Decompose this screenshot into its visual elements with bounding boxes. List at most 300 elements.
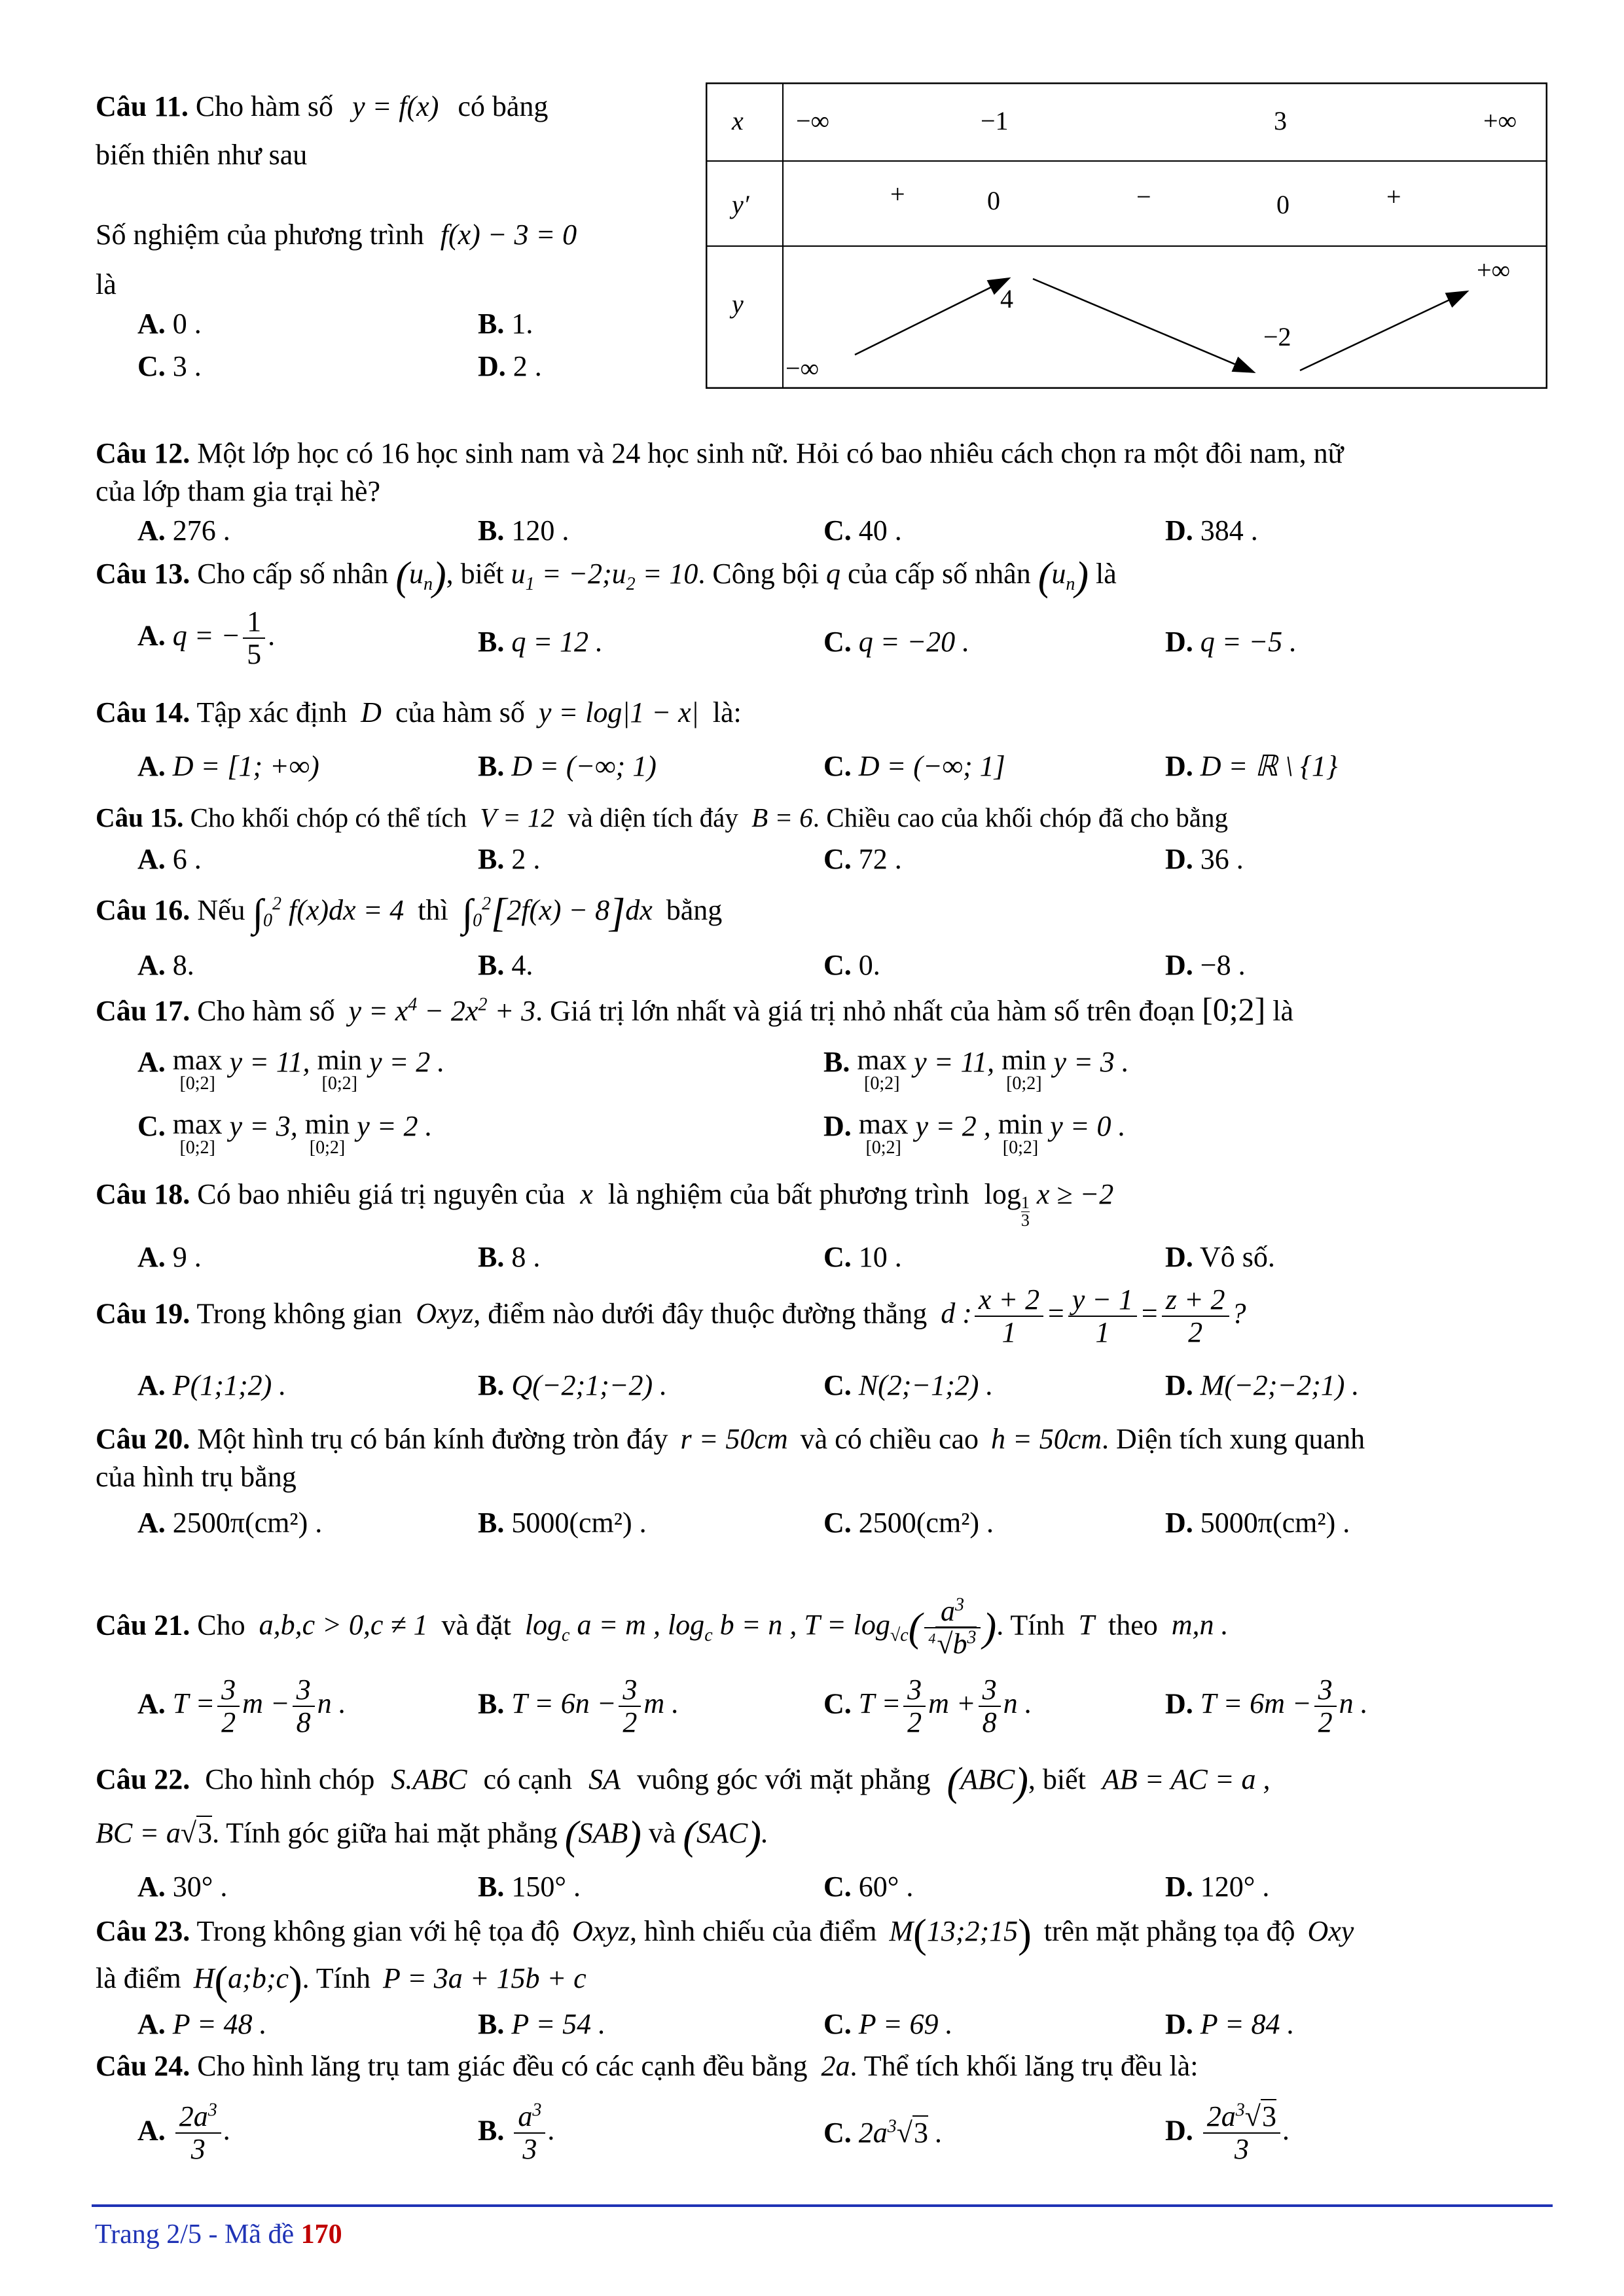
q13-option-c[interactable]	[823, 626, 969, 659]
option-label: A.	[137, 1046, 166, 1078]
min-range: [0;2]	[309, 1138, 346, 1158]
q22-sab: (SAB)	[564, 1813, 641, 1858]
option-label: D.	[1165, 2008, 1193, 2040]
option-text: 40 .	[858, 514, 902, 547]
q16-option-d[interactable]	[1165, 949, 1246, 982]
q23-text: Trong không gian với hệ tọa độ	[196, 1915, 560, 1947]
q18-option-b[interactable]	[478, 1241, 540, 1274]
numerator: 1	[243, 606, 265, 639]
exam-code: 170	[300, 2219, 342, 2250]
q22-option-d[interactable]	[1165, 1871, 1269, 1904]
q21-option-b[interactable]	[478, 1674, 679, 1739]
q19-line	[96, 1284, 1246, 1349]
option-text: N(2;−1;2) .	[858, 1369, 994, 1401]
q23-p: P = 3a + 15b + c	[382, 1962, 586, 1994]
option-text: D = [1; +∞)	[172, 750, 319, 782]
option-label: D.	[478, 350, 506, 382]
q24-text: Cho hình lăng trụ tam giác đều có các cạnh đều bằng	[197, 2050, 808, 2082]
option-label: B.	[478, 1241, 505, 1273]
arrow-down	[1033, 279, 1253, 372]
q22-pyramid: S.ABC	[391, 1763, 467, 1795]
q15-line	[96, 802, 1228, 833]
arrow-up-1	[855, 279, 1008, 355]
option-text: 3 .	[172, 350, 202, 382]
q20-option-d[interactable]	[1165, 1507, 1350, 1540]
q14-option-b[interactable]	[478, 750, 657, 783]
max-value: y = 2 ,	[915, 1110, 991, 1142]
q21-text-3: . Tính	[996, 1609, 1065, 1641]
q12-option-d[interactable]	[1165, 514, 1258, 548]
q15-option-c[interactable]	[823, 843, 902, 876]
q17-text: Cho hàm số	[197, 995, 335, 1027]
option-text: Q(−2;1;−2) .	[511, 1369, 668, 1401]
q12-line2: của lớp tham gia trại hè?	[96, 475, 380, 507]
q20-text: Một hình trụ có bán kính đường tròn đáy	[197, 1423, 668, 1455]
q23-point: M(13;2;15)	[889, 1911, 1032, 1956]
option-label: A.	[137, 619, 166, 652]
q13-text-4: của cấp số nhân	[847, 558, 1031, 590]
option-text: T = $\frac{3}{2}$ m − $\frac{3}{8}$ n .	[172, 1674, 346, 1739]
q13-text-5: là	[1096, 558, 1117, 590]
option-text: 6 .	[172, 843, 202, 875]
option-label: A.	[137, 843, 166, 875]
q16-text-3: bằng	[666, 894, 723, 926]
max-operator: max [0;2]	[172, 1108, 223, 1158]
q20-line1	[96, 1423, 1365, 1456]
option-text: q = −20 .	[858, 626, 970, 658]
q15-volume: V = 12	[480, 802, 554, 833]
variation-table	[706, 82, 1547, 389]
q24-option-c[interactable]	[823, 2117, 943, 2150]
q19-text-2: , điểm nào dưới đây thuộc đường thẳng	[473, 1297, 928, 1330]
option-text: 36 .	[1200, 843, 1244, 875]
row-yprime-label: y′	[732, 190, 749, 219]
q15-option-b[interactable]	[478, 843, 540, 876]
q22-sa: SA	[588, 1763, 621, 1795]
option-text: 5000π(cm²) .	[1200, 1507, 1350, 1539]
option-label: C.	[823, 843, 852, 875]
q18-option-a[interactable]	[137, 1241, 202, 1274]
q15-option-d[interactable]	[1165, 843, 1244, 876]
q11-line1	[96, 90, 548, 124]
option-text: P = 48 .	[172, 2008, 267, 2040]
sign-1: +	[890, 179, 905, 209]
y-value-min: −2	[1263, 322, 1291, 351]
q14-option-d[interactable]	[1165, 750, 1338, 783]
q13-option-d[interactable]	[1165, 626, 1297, 659]
q21-mn: m,n .	[1171, 1609, 1229, 1641]
q17-option-a[interactable]	[137, 1046, 444, 1093]
q22-text-4: , biết	[1028, 1763, 1086, 1795]
option-label: D.	[1165, 1241, 1193, 1273]
option-label: B.	[478, 1507, 505, 1539]
option-label: B.	[478, 514, 505, 547]
min-value: y = 2 .	[357, 1110, 433, 1142]
q22-text-5: . Tính góc giữa hai mặt phẳng	[212, 1817, 558, 1849]
option-text: P(1;1;2) .	[172, 1369, 287, 1401]
q19-option-b[interactable]	[478, 1369, 667, 1403]
q21-text: Cho	[197, 1609, 245, 1641]
option-text: 120 .	[511, 514, 569, 547]
q16-label: Câu 16.	[96, 894, 190, 926]
q20-radius: r = 50cm	[680, 1423, 788, 1455]
option-label: A.	[137, 1241, 166, 1273]
q11-text: Cho hàm số	[195, 90, 334, 122]
option-label: A.	[137, 1687, 166, 1720]
q23-system: Oxyz	[571, 1915, 630, 1947]
option-label: C.	[823, 1687, 852, 1720]
q22-text: Cho hình chóp	[205, 1763, 375, 1795]
q11-option-c[interactable]	[137, 350, 202, 384]
option-text: 8 .	[511, 1241, 541, 1273]
option-label: C.	[823, 949, 852, 981]
q16-text-2: thì	[418, 894, 448, 926]
q18-text: Có bao nhiêu giá trị nguyên của	[197, 1178, 566, 1210]
q22-option-b[interactable]	[478, 1871, 581, 1904]
option-text: 384 .	[1200, 514, 1258, 547]
option-text: 8.	[172, 949, 194, 981]
y-value-minus-inf: −∞	[785, 353, 820, 383]
option-label: C.	[823, 2117, 852, 2149]
footer-text: Trang 2/5 - Mã đề	[95, 2219, 301, 2250]
option-label: A.	[137, 514, 166, 547]
option-label: D.	[1165, 514, 1193, 547]
q11-option-b[interactable]	[478, 308, 533, 341]
option-label: D.	[1165, 949, 1193, 981]
q22-option-c[interactable]	[823, 1871, 913, 1904]
option-label: A.	[137, 750, 166, 782]
x-value-4: +∞	[1483, 106, 1517, 135]
q24-option-b[interactable]	[478, 2101, 555, 2166]
q20-option-b[interactable]	[478, 1507, 647, 1540]
q23-option-d[interactable]	[1165, 2008, 1295, 2041]
q21-text-4: theo	[1108, 1609, 1158, 1641]
q19-option-a[interactable]	[137, 1369, 286, 1403]
q16-option-b[interactable]	[478, 949, 533, 982]
q16-integral-1: $\int_0^2$ f(x)dx = 4	[252, 891, 405, 935]
q15-label: Câu 15.	[96, 802, 184, 833]
sign-4: 0	[1276, 190, 1290, 219]
y-value-plus-inf: +∞	[1477, 255, 1511, 285]
max-operator: max [0;2]	[858, 1108, 909, 1158]
option-text: D = (−∞; 1]	[858, 750, 1005, 782]
q24-option-d[interactable]	[1165, 2101, 1290, 2166]
option-label: D.	[1165, 1369, 1193, 1401]
option-label: C.	[823, 1507, 852, 1539]
q12-label: Câu 12.	[96, 437, 190, 469]
option-text: M(−2;−2;1) .	[1200, 1369, 1360, 1401]
q19-label: Câu 19.	[96, 1297, 190, 1330]
option-text: 60° .	[858, 1871, 914, 1903]
option-label: B.	[823, 1046, 850, 1078]
q15-text-3: . Chiều cao của khối chóp đã cho bằng	[812, 802, 1228, 833]
min-range: [0;2]	[1006, 1073, 1042, 1094]
option-text: $\frac{2a^3√3}{3}$ .	[1200, 2114, 1290, 2146]
q23-text-3: trên mặt phẳng tọa độ	[1043, 1915, 1295, 1947]
q17-segment: [0;2]	[1202, 991, 1266, 1028]
row-y-label: y	[732, 289, 744, 319]
q17-option-b[interactable]	[823, 1046, 1129, 1093]
q12-text: Một lớp học có 16 học sinh nam và 24 học sinh nữ. Hỏi có bao nhiêu cách chọn ra một đôi nam, nữ	[197, 437, 1344, 469]
q14-option-c[interactable]	[823, 750, 1005, 783]
arrow-up-2	[1300, 292, 1466, 370]
q17-option-c[interactable]	[137, 1110, 432, 1157]
q21-condition: a,b,c > 0,c ≠ 1	[259, 1609, 428, 1641]
option-text: D = (−∞; 1)	[511, 750, 657, 782]
q15-option-a[interactable]	[137, 843, 202, 876]
q21-option-c[interactable]	[823, 1674, 1032, 1739]
option-label: D.	[823, 1110, 852, 1142]
option-text: q = −	[172, 619, 241, 652]
option-label: A.	[137, 949, 166, 981]
option-label: A.	[137, 2008, 166, 2040]
q24-option-a[interactable]	[137, 2101, 231, 2166]
q23-text-5: . Tính	[302, 1962, 370, 1994]
option-label: B.	[478, 750, 505, 782]
option-text: 0.	[858, 949, 880, 981]
sign-5: +	[1386, 182, 1401, 211]
q21-definitions: $\log_c a = m$ , $\log_c b = n$ , $T = \log_{√c}$( $\frac{a^3}{^4√b^3}$ )	[524, 1594, 997, 1660]
q13-text-2: , biết	[446, 558, 504, 590]
q18-option-c[interactable]	[823, 1241, 902, 1274]
option-text: 150° .	[511, 1871, 581, 1903]
q18-text-2: là nghiệm của bất phương trình	[607, 1178, 969, 1210]
q23-option-c[interactable]	[823, 2008, 953, 2041]
y-value-max: 4	[1000, 284, 1013, 314]
option-text: 30° .	[172, 1871, 228, 1903]
q17-line	[96, 991, 1293, 1029]
q11-text-b: có bảng	[458, 90, 549, 122]
min-value: y = 3 .	[1053, 1046, 1129, 1078]
q14-option-a[interactable]	[137, 750, 319, 783]
q16-option-a[interactable]	[137, 949, 194, 982]
option-text: q = −5 .	[1200, 626, 1297, 658]
q22-line2	[96, 1813, 768, 1858]
q15-text: Cho khối chóp có thể tích	[190, 802, 467, 833]
q24-edge: 2a	[821, 2050, 850, 2082]
q19-option-d[interactable]	[1165, 1369, 1359, 1403]
option-label: D.	[1165, 2114, 1193, 2147]
min-value: y = 2 .	[369, 1046, 445, 1078]
q23-text-2: , hình chiếu của điểm	[629, 1915, 877, 1947]
min-operator: min [0;2]	[1001, 1044, 1047, 1094]
option-label: B.	[478, 949, 505, 981]
option-text: 120° .	[1200, 1871, 1270, 1903]
table-border	[706, 83, 1547, 388]
q16-integral-2: $\int_0^2[2f(x) - 8]dx$	[461, 890, 653, 935]
q21-line	[96, 1596, 1229, 1660]
x-value-1: −∞	[796, 106, 830, 135]
q12-option-b[interactable]	[478, 514, 569, 548]
q11-option-a[interactable]	[137, 308, 202, 341]
q22-bc: BC = a√3	[96, 1817, 213, 1849]
q13-option-a[interactable]: A. q = − $\frac{1}{5}$ .	[137, 605, 276, 671]
footer-divider	[92, 2204, 1553, 2207]
option-label: A.	[137, 1871, 166, 1903]
q12-option-c[interactable]	[823, 514, 902, 548]
q22-plane: (ABC)	[947, 1759, 1028, 1804]
q16-line	[96, 890, 723, 935]
q20-text-3: . Diện tích xung quanh	[1102, 1423, 1365, 1455]
q17-option-d[interactable]	[823, 1110, 1125, 1157]
q17-text-3: là	[1272, 995, 1294, 1027]
q13-sequence: $(u_n)$	[395, 554, 446, 599]
q23-plane: Oxy	[1307, 1915, 1354, 1947]
option-text: 276 .	[172, 514, 230, 547]
q20-text-2: và có chiều cao	[800, 1423, 979, 1455]
q24-line	[96, 2050, 1198, 2083]
max-operator: max [0;2]	[857, 1044, 907, 1094]
q12-option-a[interactable]	[137, 514, 230, 548]
option-text: T = 6m − $\frac{3}{2}$ n .	[1200, 1674, 1368, 1739]
option-label: B.	[478, 1871, 505, 1903]
max-range: [0;2]	[864, 1073, 900, 1094]
q14-line	[96, 696, 742, 730]
option-label: C.	[823, 1241, 852, 1273]
q17-text-2: . Giá trị lớn nhất và giá trị nhỏ nhất của hàm số trên đoạn	[535, 995, 1195, 1027]
q11-line4: là	[96, 268, 117, 300]
option-text: 2 .	[513, 350, 542, 382]
option-label: A.	[137, 308, 166, 340]
option-text: 2500(cm²) .	[858, 1507, 994, 1539]
option-text: Vô số.	[1200, 1241, 1275, 1273]
option-label: C.	[823, 514, 852, 547]
q21-option-d[interactable]	[1165, 1674, 1368, 1739]
max-range: [0;2]	[865, 1138, 901, 1158]
q22-option-a[interactable]	[137, 1871, 227, 1904]
q13-text-3: . Công bội	[698, 558, 819, 590]
option-text: 2500π(cm²) .	[172, 1507, 323, 1539]
option-text: $\frac{a^3}{3}$ .	[511, 2114, 555, 2146]
q15-base: B = 6	[751, 802, 813, 833]
q14-text-3: là:	[712, 696, 742, 728]
max-range: [0;2]	[179, 1073, 215, 1094]
option-label: C.	[823, 2008, 852, 2040]
q23-option-b[interactable]	[478, 2008, 605, 2041]
option-text: P = 69 .	[858, 2008, 953, 2040]
q16-text: Nếu	[197, 894, 245, 926]
option-label: C.	[823, 750, 852, 782]
q14-text: Tập xác định	[196, 696, 348, 728]
q23-label: Câu 23.	[96, 1915, 190, 1947]
q13-text: Cho cấp số nhân	[197, 558, 389, 590]
q23-option-a[interactable]	[137, 2008, 267, 2041]
option-text: 9 .	[172, 1241, 202, 1273]
option-label: C.	[823, 626, 852, 658]
option-text: 4.	[511, 949, 533, 981]
option-label: B.	[478, 1369, 505, 1401]
max-range: [0;2]	[179, 1138, 215, 1158]
option-label: A.	[137, 1369, 166, 1401]
q13-sequence-2: $(u_n)$	[1038, 554, 1089, 599]
q11-question: Số nghiệm của phương trình	[96, 219, 424, 251]
option-label: A.	[137, 1507, 166, 1539]
min-operator: min [0;2]	[998, 1108, 1043, 1158]
q14-d: D	[361, 696, 382, 728]
q14-text-2: của hàm số	[395, 696, 525, 728]
q17-label: Câu 17.	[96, 995, 190, 1027]
denominator: 5	[247, 638, 262, 671]
q21-label: Câu 21.	[96, 1609, 190, 1641]
option-label: B.	[478, 2008, 505, 2040]
option-text: $\frac{2a^3}{3}$ .	[173, 2114, 231, 2146]
q18-option-d[interactable]	[1165, 1241, 1275, 1274]
q22-text-3: vuông góc với mặt phẳng	[636, 1763, 931, 1795]
option-label: B.	[478, 308, 505, 340]
q11-option-d[interactable]	[478, 350, 542, 384]
q20-option-a[interactable]	[137, 1507, 322, 1540]
q18-line	[96, 1178, 1113, 1229]
q22-text-6: và	[648, 1817, 676, 1849]
option-text: T = 6n − $\frac{3}{2}$ m .	[511, 1674, 679, 1739]
option-text: $2a^3√3$ .	[858, 2116, 943, 2149]
q16-option-c[interactable]	[823, 949, 880, 982]
q20-height: h = 50cm	[991, 1423, 1102, 1455]
q20-line2: của hình trụ bằng	[96, 1461, 297, 1493]
max-value: y = 11,	[229, 1046, 310, 1078]
q20-label: Câu 20.	[96, 1423, 190, 1455]
q13-q: q	[825, 558, 840, 590]
q11-function: y = f(x)	[352, 90, 439, 122]
option-text: 0 .	[172, 308, 202, 340]
max-value: y = 11,	[914, 1046, 995, 1078]
q11-label: Câu 11.	[96, 90, 189, 122]
page-footer	[95, 2219, 342, 2250]
q19-text: Trong không gian	[196, 1297, 403, 1330]
option-label: D.	[1165, 843, 1193, 875]
option-text: D = ℝ \ {1}	[1200, 750, 1338, 782]
q19-space: Oxyz	[416, 1297, 474, 1330]
q20-option-c[interactable]	[823, 1507, 994, 1540]
q21-option-a[interactable]	[137, 1674, 346, 1739]
option-text: q = 12 .	[511, 626, 604, 658]
option-text: 2 .	[511, 843, 541, 875]
option-text: P = 54 .	[511, 2008, 606, 2040]
option-label: C.	[137, 350, 166, 382]
q13-option-b[interactable]	[478, 626, 603, 659]
q22-sac: (SAC).	[683, 1813, 768, 1858]
q23-line2	[96, 1958, 586, 2003]
q18-label: Câu 18.	[96, 1178, 190, 1210]
sign-2: 0	[987, 186, 1000, 215]
q18-x: x	[580, 1178, 593, 1210]
q21-t: T	[1078, 1609, 1094, 1641]
q23-h: H(a;b;c)	[193, 1958, 302, 2003]
option-label: C.	[823, 1369, 852, 1401]
q14-label: Câu 14.	[96, 696, 190, 728]
q11-line2: biến thiên như sau	[96, 139, 308, 171]
option-text: 72 .	[858, 843, 902, 875]
q12-line1	[96, 437, 1343, 471]
q18-inequality: log $\frac{1}{3}$ x ≥ −2	[984, 1178, 1114, 1230]
q19-option-c[interactable]	[823, 1369, 993, 1403]
option-label: B.	[478, 2114, 505, 2147]
option-text: P = 84 .	[1200, 2008, 1295, 2040]
x-value-3: 3	[1274, 106, 1287, 135]
option-text: 1.	[511, 308, 533, 340]
option-label: D.	[1165, 750, 1193, 782]
min-range: [0;2]	[321, 1073, 357, 1094]
min-operator: min [0;2]	[304, 1108, 350, 1158]
q13-terms: $u_1$ = $-2;u_2 = 10$	[511, 558, 698, 594]
q22-text-2: có cạnh	[483, 1763, 573, 1795]
q23-text-4: là điểm	[96, 1962, 181, 1994]
min-operator: min [0;2]	[317, 1044, 362, 1094]
option-label: C.	[823, 1871, 852, 1903]
sign-3: −	[1136, 182, 1151, 211]
option-label: B.	[478, 1687, 505, 1720]
row-x-label: x	[732, 106, 744, 135]
